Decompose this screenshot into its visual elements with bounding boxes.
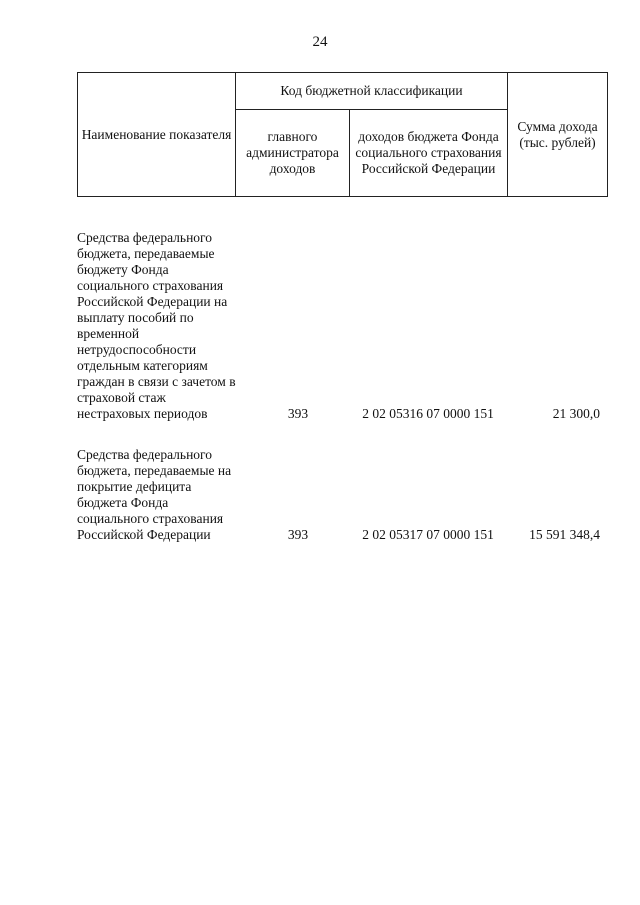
row-admin-code: 393 xyxy=(287,527,309,542)
row-sum: 21 300,0 xyxy=(552,406,600,421)
header-name: Наименование показателя xyxy=(78,73,236,197)
table-header xyxy=(77,72,608,197)
table-row xyxy=(77,230,607,422)
header-sum: Сумма дохода (тыс. рублей) xyxy=(508,73,608,197)
header-budget-code: Код бюджетной классификации xyxy=(236,73,508,110)
row-name: Средства федерального бюджета, передаваемые бюджету Фонда социального страхования Российской Федерации на выплату пособий по временной нетрудоспособности отдельным категориям граждан в связи с зачетом в страховой стаж нестраховых периодов xyxy=(77,230,236,421)
table-row xyxy=(77,447,607,543)
row-revenue-code: 2 02 05316 07 0000 151 xyxy=(362,406,494,421)
table-body xyxy=(77,230,607,543)
page-number: 24 xyxy=(312,34,328,50)
row-admin-code: 393 xyxy=(287,406,309,421)
header-fund-revenue: доходов бюджета Фонда социального страхования Российской Федерации xyxy=(350,110,508,197)
row-name: Средства федерального бюджета, передаваемые на покрытие дефицита бюджета Фонда социального страхования Российской Федерации xyxy=(77,447,232,542)
row-revenue-code: 2 02 05317 07 0000 151 xyxy=(362,527,494,542)
header-admin: главного администратора доходов xyxy=(236,110,350,197)
row-sum: 15 591 348,4 xyxy=(529,527,600,542)
